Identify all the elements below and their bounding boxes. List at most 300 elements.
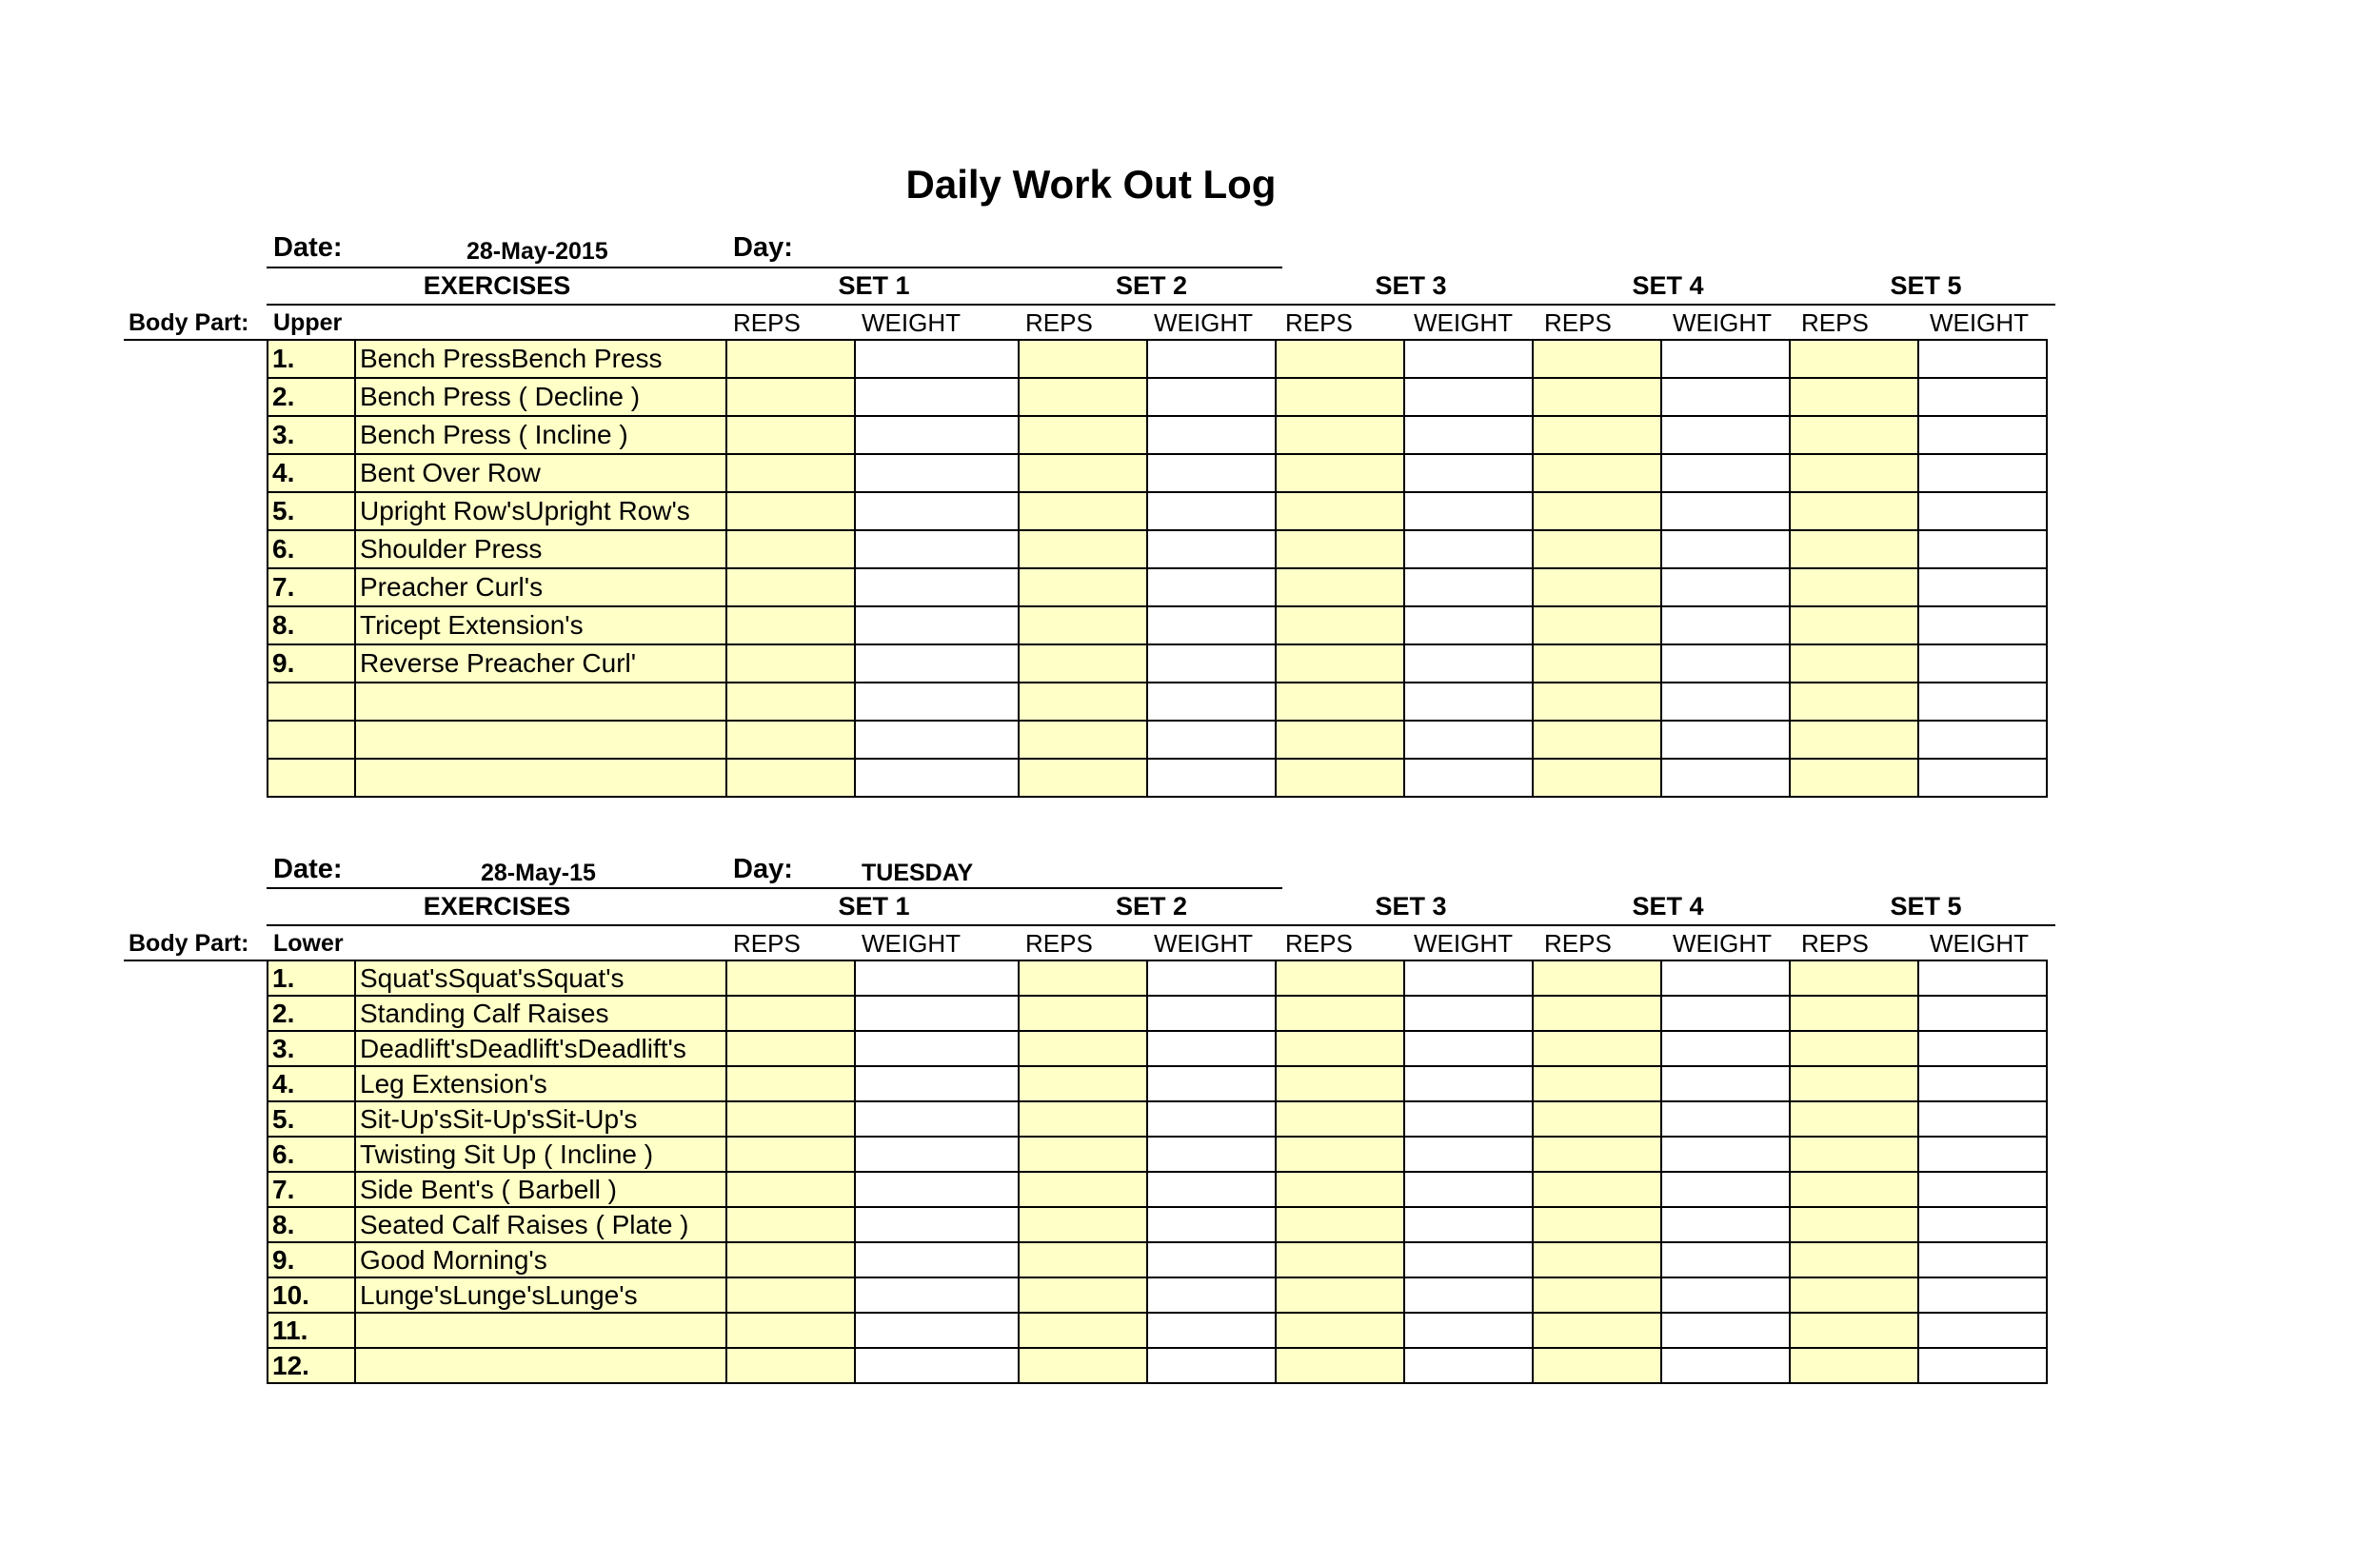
set-2-weight-cell[interactable] (1147, 1101, 1276, 1137)
set-3-weight-cell[interactable] (1404, 1277, 1533, 1313)
set-3-reps-cell[interactable] (1276, 683, 1404, 721)
set-3-weight-cell[interactable] (1404, 568, 1533, 606)
set-1-reps-cell[interactable] (726, 416, 855, 454)
table-row (268, 644, 2047, 683)
set-1-weight-cell[interactable] (855, 568, 1019, 606)
set-5-reps-cell[interactable] (1790, 644, 1918, 683)
exercise-cell[interactable] (355, 759, 726, 797)
set-4-reps-cell[interactable] (1533, 721, 1661, 759)
set-4-reps-cell[interactable] (1533, 1242, 1661, 1277)
set-4-reps-cell[interactable] (1533, 683, 1661, 721)
set-2-reps-cell[interactable] (1019, 759, 1147, 797)
set-4-weight-cell[interactable] (1661, 1137, 1790, 1172)
set-2-weight-cell[interactable] (1147, 340, 1276, 378)
set-4-weight-cell[interactable] (1661, 1277, 1790, 1313)
set-2-weight-label: WEIGHT (1154, 308, 1253, 337)
exercise-cell[interactable]: Good Morning's (355, 1242, 726, 1277)
set-4-weight-cell[interactable] (1661, 683, 1790, 721)
row-number: 5. (268, 1101, 355, 1137)
set-2-reps-cell[interactable] (1019, 1066, 1147, 1101)
set-2-weight-cell[interactable] (1147, 1207, 1276, 1242)
set-2-reps-cell[interactable] (1019, 644, 1147, 683)
set-2-reps-cell[interactable] (1019, 721, 1147, 759)
set-4-weight-cell[interactable] (1661, 759, 1790, 797)
set-5-reps-cell[interactable] (1790, 568, 1918, 606)
set-4-weight-cell[interactable] (1661, 1031, 1790, 1066)
set-1-reps-cell[interactable] (726, 996, 855, 1031)
set-2-weight-cell[interactable] (1147, 1348, 1276, 1383)
set-4-reps-cell[interactable] (1533, 492, 1661, 530)
set-5-weight-cell[interactable] (1918, 340, 2047, 378)
set-3-weight-cell[interactable] (1404, 1348, 1533, 1383)
set-1-weight-cell[interactable] (855, 492, 1019, 530)
set-2-reps-cell[interactable] (1019, 1313, 1147, 1348)
set-1-weight-cell[interactable] (855, 644, 1019, 683)
set-2-reps-cell[interactable] (1019, 960, 1147, 996)
set-4-weight-cell[interactable] (1661, 530, 1790, 568)
set-1-reps-cell[interactable] (726, 454, 855, 492)
set-1-reps-cell[interactable] (726, 1277, 855, 1313)
set-1-weight-label: WEIGHT (862, 929, 961, 958)
set-5-reps-cell[interactable] (1790, 454, 1918, 492)
set-5-reps-cell[interactable] (1790, 721, 1918, 759)
set-4-weight-cell[interactable] (1661, 721, 1790, 759)
set-1-weight-cell[interactable] (855, 606, 1019, 644)
set-1-weight-cell[interactable] (855, 530, 1019, 568)
row-number: 4. (268, 1066, 355, 1101)
set-1-reps-cell[interactable] (726, 644, 855, 683)
set-3-weight-cell[interactable] (1404, 1031, 1533, 1066)
exercise-cell[interactable] (355, 1313, 726, 1348)
set-2-weight-cell[interactable] (1147, 606, 1276, 644)
set-1-reps-cell[interactable] (726, 1137, 855, 1172)
set-header-rule (267, 924, 2055, 926)
set-5-weight-cell[interactable] (1918, 416, 2047, 454)
set-3-reps-cell[interactable] (1276, 1101, 1404, 1137)
exercise-cell[interactable]: Reverse Preacher Curl' (355, 644, 726, 683)
set-4-weight-cell[interactable] (1661, 1066, 1790, 1101)
set-4-reps-cell[interactable] (1533, 1101, 1661, 1137)
set-1-reps-cell[interactable] (726, 1242, 855, 1277)
set-2-reps-cell[interactable] (1019, 996, 1147, 1031)
set-1-weight-cell[interactable] (855, 1313, 1019, 1348)
row-number (268, 759, 355, 797)
set-5-reps-cell[interactable] (1790, 530, 1918, 568)
date-label: Date: (273, 854, 343, 884)
set-4-reps-cell[interactable] (1533, 454, 1661, 492)
set-3-weight-cell[interactable] (1404, 378, 1533, 416)
day-value[interactable]: TUESDAY (862, 860, 974, 886)
set-3-weight-cell[interactable] (1404, 644, 1533, 683)
set-4-reps-cell[interactable] (1533, 1277, 1661, 1313)
exercise-cell[interactable]: Deadlift'sDeadlift'sDeadlift's (355, 1031, 726, 1066)
set-5-reps-cell[interactable] (1790, 1172, 1918, 1207)
set-5-reps-cell[interactable] (1790, 1101, 1918, 1137)
set-3-reps-cell[interactable] (1276, 1207, 1404, 1242)
set-4-reps-cell[interactable] (1533, 759, 1661, 797)
set-2-reps-cell[interactable] (1019, 530, 1147, 568)
set-4-reps-cell[interactable] (1533, 996, 1661, 1031)
set-1-weight-cell[interactable] (855, 454, 1019, 492)
set-5-reps-cell[interactable] (1790, 1207, 1918, 1242)
set-3-reps-cell[interactable] (1276, 340, 1404, 378)
set-2-weight-cell[interactable] (1147, 683, 1276, 721)
set-3-reps-cell[interactable] (1276, 996, 1404, 1031)
set-2-reps-cell[interactable] (1019, 378, 1147, 416)
exercise-cell[interactable]: Bench PressBench Press (355, 340, 726, 378)
set-3-reps-cell[interactable] (1276, 644, 1404, 683)
table-row (268, 1172, 2047, 1207)
set-5-weight-cell[interactable] (1918, 530, 2047, 568)
set-5-weight-cell[interactable] (1918, 996, 2047, 1031)
set-2-reps-cell[interactable] (1019, 606, 1147, 644)
set-4-weight-cell[interactable] (1661, 1207, 1790, 1242)
set-1-weight-cell[interactable] (855, 340, 1019, 378)
set-1-weight-cell[interactable] (855, 1207, 1019, 1242)
set-5-weight-cell[interactable] (1918, 568, 2047, 606)
exercise-cell[interactable]: Tricept Extension's (355, 606, 726, 644)
set-4-weight-cell[interactable] (1661, 1101, 1790, 1137)
set-1-reps-cell[interactable] (726, 1101, 855, 1137)
exercise-cell[interactable]: Twisting Sit Up ( Incline ) (355, 1137, 726, 1172)
set-4-weight-label: WEIGHT (1673, 929, 1772, 958)
set-2-weight-cell[interactable] (1147, 1066, 1276, 1101)
set-1-reps-cell[interactable] (726, 683, 855, 721)
set-5-reps-cell[interactable] (1790, 606, 1918, 644)
set-1-reps-cell[interactable] (726, 606, 855, 644)
exercise-cell[interactable]: Standing Calf Raises (355, 996, 726, 1031)
exercise-cell[interactable] (355, 683, 726, 721)
set-2-weight-cell[interactable] (1147, 416, 1276, 454)
set-1-reps-cell[interactable] (726, 378, 855, 416)
set-4-weight-cell[interactable] (1661, 1313, 1790, 1348)
set-5-weight-cell[interactable] (1918, 454, 2047, 492)
set-5-header: SET 5 (1890, 892, 1962, 921)
set-1-reps-cell[interactable] (726, 1031, 855, 1066)
set-3-weight-cell[interactable] (1404, 1137, 1533, 1172)
set-1-weight-cell[interactable] (855, 416, 1019, 454)
row-number: 10. (268, 1277, 355, 1313)
set-1-weight-cell[interactable] (855, 378, 1019, 416)
set-4-weight-cell[interactable] (1661, 454, 1790, 492)
exercise-cell[interactable]: Seated Calf Raises ( Plate ) (355, 1207, 726, 1242)
set-3-reps-cell[interactable] (1276, 378, 1404, 416)
set-5-weight-cell[interactable] (1918, 1172, 2047, 1207)
set-2-reps-cell[interactable] (1019, 568, 1147, 606)
set-4-reps-cell[interactable] (1533, 416, 1661, 454)
set-1-reps-cell[interactable] (726, 530, 855, 568)
set-4-reps-cell[interactable] (1533, 340, 1661, 378)
set-3-weight-cell[interactable] (1404, 1207, 1533, 1242)
row-number: 2. (268, 996, 355, 1031)
set-4-weight-cell[interactable] (1661, 960, 1790, 996)
set-2-weight-cell[interactable] (1147, 1277, 1276, 1313)
set-5-reps-cell[interactable] (1790, 759, 1918, 797)
set-1-weight-cell[interactable] (855, 1242, 1019, 1277)
set-5-weight-cell[interactable] (1918, 960, 2047, 996)
set-1-reps-cell[interactable] (726, 492, 855, 530)
set-3-weight-cell[interactable] (1404, 721, 1533, 759)
exercise-cell[interactable]: Lunge'sLunge'sLunge's (355, 1277, 726, 1313)
set-3-weight-cell[interactable] (1404, 960, 1533, 996)
set-4-weight-cell[interactable] (1661, 606, 1790, 644)
exercise-cell[interactable]: Squat'sSquat'sSquat's (355, 960, 726, 996)
exercise-cell[interactable]: Bent Over Row (355, 454, 726, 492)
set-5-reps-cell[interactable] (1790, 340, 1918, 378)
set-2-reps-cell[interactable] (1019, 416, 1147, 454)
set-4-reps-cell[interactable] (1533, 606, 1661, 644)
set-5-weight-cell[interactable] (1918, 378, 2047, 416)
set-4-weight-cell[interactable] (1661, 1348, 1790, 1383)
set-2-weight-cell[interactable] (1147, 759, 1276, 797)
set-5-reps-cell[interactable] (1790, 1313, 1918, 1348)
set-1-weight-cell[interactable] (855, 1277, 1019, 1313)
set-1-weight-cell[interactable] (855, 683, 1019, 721)
set-2-weight-cell[interactable] (1147, 568, 1276, 606)
set-5-weight-cell[interactable] (1918, 683, 2047, 721)
exercise-cell[interactable]: Upright Row'sUpright Row's (355, 492, 726, 530)
set-3-weight-cell[interactable] (1404, 1242, 1533, 1277)
set-1-weight-label: WEIGHT (862, 308, 961, 337)
set-1-weight-cell[interactable] (855, 1066, 1019, 1101)
set-1-reps-cell[interactable] (726, 1172, 855, 1207)
set-3-reps-cell[interactable] (1276, 1137, 1404, 1172)
row-number: 7. (268, 1172, 355, 1207)
set-3-weight-cell[interactable] (1404, 530, 1533, 568)
set-4-weight-cell[interactable] (1661, 568, 1790, 606)
set-2-reps-cell[interactable] (1019, 1031, 1147, 1066)
set-3-reps-cell[interactable] (1276, 1348, 1404, 1383)
set-5-reps-cell[interactable] (1790, 1277, 1918, 1313)
set-3-reps-cell[interactable] (1276, 1066, 1404, 1101)
set-1-weight-cell[interactable] (855, 759, 1019, 797)
set-4-reps-cell[interactable] (1533, 644, 1661, 683)
set-2-reps-cell[interactable] (1019, 492, 1147, 530)
row-number: 4. (268, 454, 355, 492)
set-3-reps-cell[interactable] (1276, 759, 1404, 797)
set-4-reps-cell[interactable] (1533, 530, 1661, 568)
set-4-reps-cell[interactable] (1533, 960, 1661, 996)
set-4-reps-cell[interactable] (1533, 1207, 1661, 1242)
set-3-reps-cell[interactable] (1276, 568, 1404, 606)
table-row (268, 530, 2047, 568)
set-4-reps-cell[interactable] (1533, 1066, 1661, 1101)
set-4-reps-cell[interactable] (1533, 1031, 1661, 1066)
set-3-reps-cell[interactable] (1276, 1172, 1404, 1207)
set-3-weight-cell[interactable] (1404, 340, 1533, 378)
set-3-weight-cell[interactable] (1404, 454, 1533, 492)
set-3-weight-cell[interactable] (1404, 1172, 1533, 1207)
set-2-weight-cell[interactable] (1147, 644, 1276, 683)
set-4-weight-cell[interactable] (1661, 416, 1790, 454)
set-2-reps-cell[interactable] (1019, 454, 1147, 492)
set-5-weight-cell[interactable] (1918, 1066, 2047, 1101)
set-2-weight-cell[interactable] (1147, 1137, 1276, 1172)
set-5-weight-cell[interactable] (1918, 1348, 2047, 1383)
set-1-reps-cell[interactable] (726, 1207, 855, 1242)
set-5-weight-cell[interactable] (1918, 721, 2047, 759)
set-2-reps-cell[interactable] (1019, 340, 1147, 378)
date-label: Date: (273, 232, 343, 263)
exercise-cell[interactable]: Leg Extension's (355, 1066, 726, 1101)
set-4-reps-cell[interactable] (1533, 1137, 1661, 1172)
set-4-header: SET 4 (1632, 892, 1704, 921)
set-3-weight-cell[interactable] (1404, 606, 1533, 644)
set-3-reps-cell[interactable] (1276, 454, 1404, 492)
table-row (268, 759, 2047, 797)
row-number: 1. (268, 960, 355, 996)
set-5-weight-cell[interactable] (1918, 1101, 2047, 1137)
set-2-weight-cell[interactable] (1147, 1172, 1276, 1207)
set-5-reps-cell[interactable] (1790, 1066, 1918, 1101)
row-number: 8. (268, 1207, 355, 1242)
set-5-reps-cell[interactable] (1790, 1242, 1918, 1277)
set-5-reps-cell[interactable] (1790, 960, 1918, 996)
set-2-weight-cell[interactable] (1147, 492, 1276, 530)
set-3-weight-cell[interactable] (1404, 759, 1533, 797)
date-value[interactable]: 28-May-15 (481, 860, 596, 886)
set-5-reps-cell[interactable] (1790, 378, 1918, 416)
set-3-reps-cell[interactable] (1276, 492, 1404, 530)
set-2-reps-cell[interactable] (1019, 1172, 1147, 1207)
exercise-cell[interactable]: Bench Press ( Incline ) (355, 416, 726, 454)
exercise-cell[interactable]: Shoulder Press (355, 530, 726, 568)
set-4-reps-cell[interactable] (1533, 1172, 1661, 1207)
table-row (268, 1207, 2047, 1242)
set-2-weight-cell[interactable] (1147, 530, 1276, 568)
set-3-weight-cell[interactable] (1404, 1066, 1533, 1101)
set-5-reps-cell[interactable] (1790, 1031, 1918, 1066)
set-1-weight-cell[interactable] (855, 996, 1019, 1031)
set-1-weight-cell[interactable] (855, 721, 1019, 759)
set-5-weight-cell[interactable] (1918, 1277, 2047, 1313)
row-number: 6. (268, 530, 355, 568)
set-4-weight-cell[interactable] (1661, 492, 1790, 530)
set-3-weight-cell[interactable] (1404, 1101, 1533, 1137)
exercise-cell[interactable]: Side Bent's ( Barbell ) (355, 1172, 726, 1207)
exercise-cell[interactable]: Sit-Up'sSit-Up'sSit-Up's (355, 1101, 726, 1137)
set-2-weight-cell[interactable] (1147, 996, 1276, 1031)
set-5-weight-cell[interactable] (1918, 606, 2047, 644)
exercise-cell[interactable]: Bench Press ( Decline ) (355, 378, 726, 416)
exercise-cell[interactable] (355, 721, 726, 759)
set-2-weight-cell[interactable] (1147, 960, 1276, 996)
table-row (268, 1242, 2047, 1277)
set-3-reps-cell[interactable] (1276, 1313, 1404, 1348)
set-2-weight-cell[interactable] (1147, 454, 1276, 492)
set-5-reps-cell[interactable] (1790, 492, 1918, 530)
set-2-reps-cell[interactable] (1019, 1101, 1147, 1137)
set-2-reps-cell[interactable] (1019, 1242, 1147, 1277)
set-3-weight-cell[interactable] (1404, 416, 1533, 454)
set-1-weight-cell[interactable] (855, 1031, 1019, 1066)
set-2-reps-cell[interactable] (1019, 683, 1147, 721)
set-2-reps-cell[interactable] (1019, 1137, 1147, 1172)
set-1-reps-cell[interactable] (726, 1313, 855, 1348)
set-4-reps-cell[interactable] (1533, 378, 1661, 416)
set-4-weight-cell[interactable] (1661, 1172, 1790, 1207)
set-4-reps-cell[interactable] (1533, 1313, 1661, 1348)
set-3-reps-cell[interactable] (1276, 1242, 1404, 1277)
table-row (268, 1031, 2047, 1066)
set-4-weight-cell[interactable] (1661, 996, 1790, 1031)
set-2-reps-cell[interactable] (1019, 1277, 1147, 1313)
set-4-reps-cell[interactable] (1533, 568, 1661, 606)
set-3-weight-cell[interactable] (1404, 996, 1533, 1031)
set-3-reps-cell[interactable] (1276, 416, 1404, 454)
set-1-weight-cell[interactable] (855, 1101, 1019, 1137)
set-1-reps-cell[interactable] (726, 1066, 855, 1101)
set-5-weight-cell[interactable] (1918, 1242, 2047, 1277)
set-1-reps-cell[interactable] (726, 340, 855, 378)
day-label: Day: (733, 854, 793, 884)
set-2-weight-cell[interactable] (1147, 378, 1276, 416)
set-4-weight-cell[interactable] (1661, 378, 1790, 416)
set-3-weight-label: WEIGHT (1414, 929, 1513, 958)
set-2-reps-cell[interactable] (1019, 1207, 1147, 1242)
set-2-weight-cell[interactable] (1147, 1031, 1276, 1066)
set-5-reps-cell[interactable] (1790, 683, 1918, 721)
table-row (268, 416, 2047, 454)
set-5-weight-cell[interactable] (1918, 492, 2047, 530)
set-4-weight-cell[interactable] (1661, 644, 1790, 683)
set-5-reps-cell[interactable] (1790, 996, 1918, 1031)
set-5-reps-cell[interactable] (1790, 1137, 1918, 1172)
body-part-value: Lower (273, 930, 344, 957)
set-5-weight-cell[interactable] (1918, 759, 2047, 797)
set-3-reps-cell[interactable] (1276, 606, 1404, 644)
set-1-reps-cell[interactable] (726, 759, 855, 797)
exercise-cell[interactable] (355, 1348, 726, 1383)
set-3-reps-cell[interactable] (1276, 721, 1404, 759)
set-2-weight-cell[interactable] (1147, 1313, 1276, 1348)
set-1-reps-cell[interactable] (726, 568, 855, 606)
set-5-weight-cell[interactable] (1918, 1137, 2047, 1172)
set-3-reps-cell[interactable] (1276, 960, 1404, 996)
set-5-weight-cell[interactable] (1918, 1207, 2047, 1242)
set-1-weight-cell[interactable] (855, 1348, 1019, 1383)
set-3-weight-cell[interactable] (1404, 683, 1533, 721)
set-5-weight-cell[interactable] (1918, 644, 2047, 683)
set-5-weight-cell[interactable] (1918, 1313, 2047, 1348)
set-5-weight-cell[interactable] (1918, 1031, 2047, 1066)
set-4-reps-label: REPS (1544, 308, 1612, 337)
exercise-cell[interactable]: Preacher Curl's (355, 568, 726, 606)
table-row (268, 492, 2047, 530)
set-3-weight-cell[interactable] (1404, 492, 1533, 530)
set-4-reps-cell[interactable] (1533, 1348, 1661, 1383)
set-1-weight-cell[interactable] (855, 960, 1019, 996)
set-5-reps-cell[interactable] (1790, 416, 1918, 454)
set-3-reps-cell[interactable] (1276, 530, 1404, 568)
set-1-reps-cell[interactable] (726, 721, 855, 759)
set-3-weight-cell[interactable] (1404, 1313, 1533, 1348)
set-4-weight-cell[interactable] (1661, 1242, 1790, 1277)
date-value[interactable]: 28-May-2015 (466, 238, 608, 265)
date-rule (267, 267, 1282, 268)
set-5-reps-cell[interactable] (1790, 1348, 1918, 1383)
set-2-reps-cell[interactable] (1019, 1348, 1147, 1383)
set-2-weight-cell[interactable] (1147, 721, 1276, 759)
set-1-weight-cell[interactable] (855, 1172, 1019, 1207)
set-1-reps-cell[interactable] (726, 960, 855, 996)
set-1-weight-cell[interactable] (855, 1137, 1019, 1172)
set-1-reps-cell[interactable] (726, 1348, 855, 1383)
set-3-reps-cell[interactable] (1276, 1031, 1404, 1066)
set-2-weight-cell[interactable] (1147, 1242, 1276, 1277)
set-3-reps-cell[interactable] (1276, 1277, 1404, 1313)
set-4-weight-cell[interactable] (1661, 340, 1790, 378)
